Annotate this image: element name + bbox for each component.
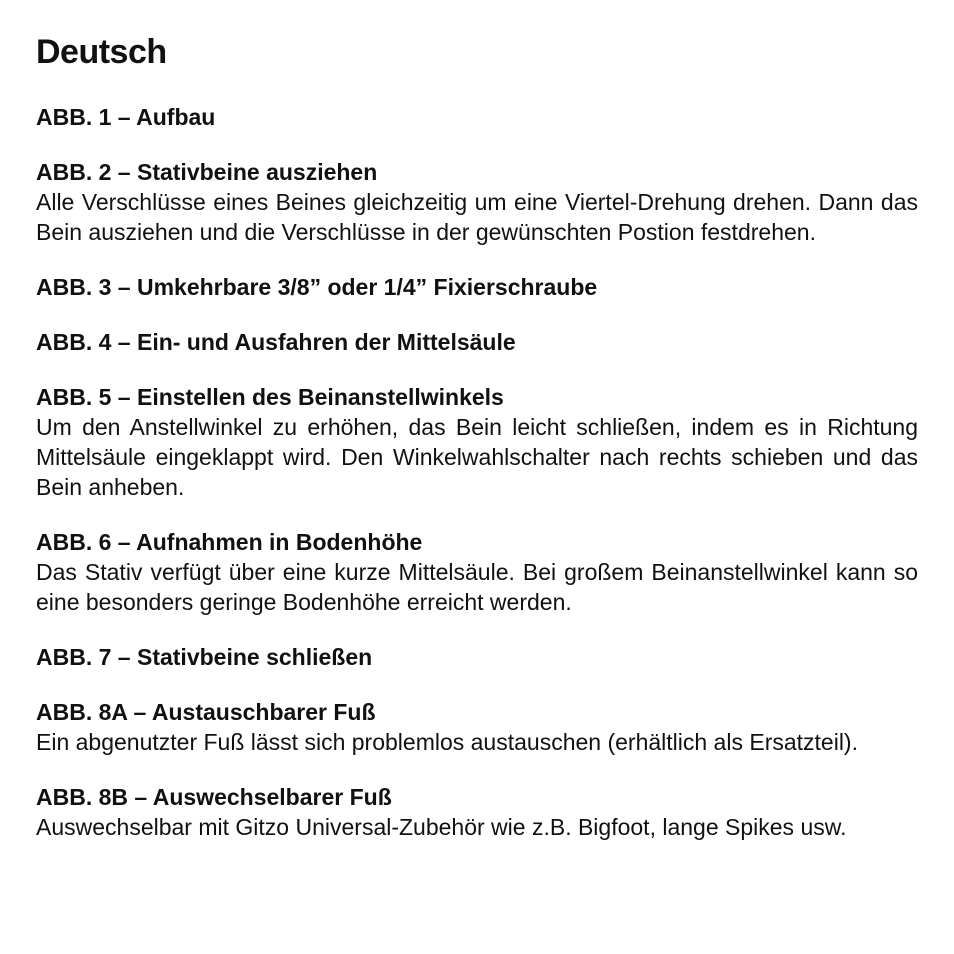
section-abb-8b	[36, 782, 918, 842]
section-abb-8a	[36, 697, 918, 757]
section-abb-7	[36, 642, 918, 672]
section-heading: ABB. 5 – Einstellen des Beinanstellwinkels	[36, 384, 504, 410]
section-heading: ABB. 7 – Stativbeine schließen	[36, 644, 373, 670]
page-title: Deutsch	[36, 33, 167, 71]
section-body: Alle Verschlüsse eines Beines gleichzeitig um eine Viertel-Drehung drehen. Dann das Bein ausziehen und die Verschlüsse in der gewünschten Postion festdrehen.	[36, 189, 918, 245]
section-heading: ABB. 8A – Austauschbarer Fuß	[36, 699, 376, 725]
section-heading: ABB. 1 – Aufbau	[36, 104, 216, 130]
section-abb-4	[36, 327, 918, 357]
section-body: Ein abgenutzter Fuß lässt sich problemlos austauschen (erhältlich als Ersatzteil).	[36, 729, 858, 755]
section-abb-2	[36, 157, 918, 247]
section-body: Um den Anstellwinkel zu erhöhen, das Bein leicht schließen, indem es in Richtung Mittelsäule eingeklappt wird. Den Winkelwahlschalter nach rechts schieben und das Bein anheben.	[36, 414, 918, 500]
section-abb-3	[36, 272, 918, 302]
section-abb-5	[36, 382, 918, 502]
section-heading: ABB. 6 – Aufnahmen in Bodenhöhe	[36, 529, 423, 555]
section-heading: ABB. 8B – Auswechselbarer Fuß	[36, 784, 392, 810]
section-abb-6	[36, 527, 918, 617]
section-heading: ABB. 4 – Ein- und Ausfahren der Mittelsäule	[36, 329, 516, 355]
section-heading: ABB. 3 – Umkehrbare 3/8” oder 1/4” Fixierschraube	[36, 274, 598, 300]
section-body: Das Stativ verfügt über eine kurze Mittelsäule. Bei großem Beinanstellwinkel kann so eine besonders geringe Bodenhöhe erreicht werden.	[36, 559, 918, 615]
section-body: Auswechselbar mit Gitzo Universal-Zubehör wie z.B. Bigfoot, lange Spikes usw.	[36, 814, 847, 840]
section-heading: ABB. 2 – Stativbeine ausziehen	[36, 159, 378, 185]
section-abb-1	[36, 102, 918, 132]
